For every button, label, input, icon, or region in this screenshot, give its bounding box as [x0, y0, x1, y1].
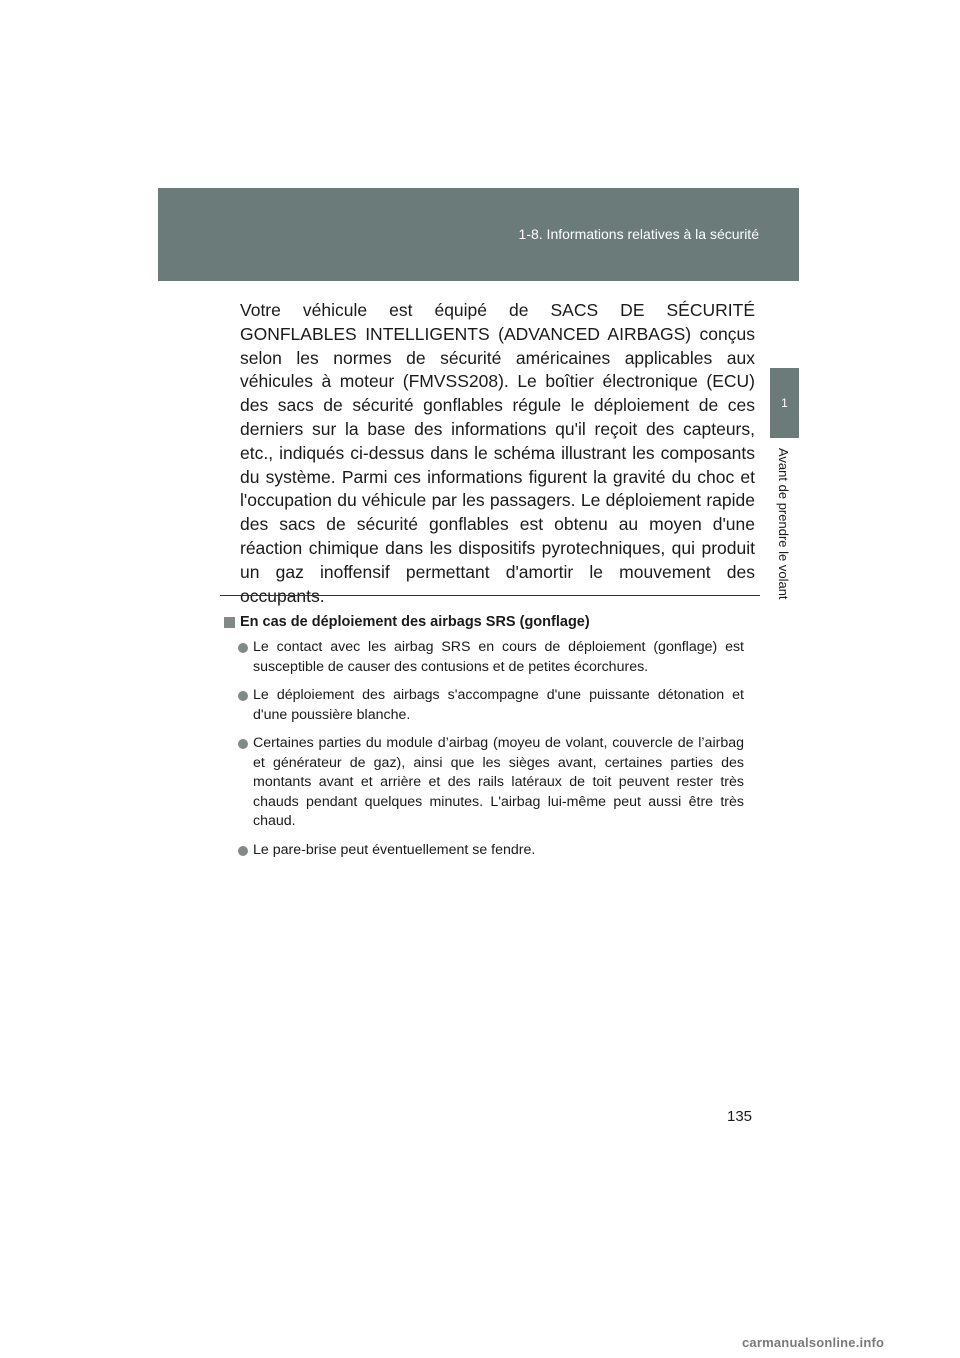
section-heading: [224, 614, 590, 630]
chapter-tab: [770, 368, 799, 438]
section-title: 1-8. Informations relatives à la sécurité: [518, 226, 759, 242]
watermark: carmanualsonline.info: [742, 1335, 885, 1350]
list-item: [238, 841, 744, 861]
section-divider: [220, 595, 760, 596]
bullet-list: [238, 638, 744, 869]
circle-bullet-icon: [238, 846, 248, 856]
circle-bullet-icon: [238, 691, 248, 701]
section-heading-text: En cas de déploiement des airbags SRS (gonflage): [240, 614, 590, 630]
list-item: [238, 638, 744, 677]
list-item-text: Le pare-brise peut éventuellement se fendre.: [253, 841, 536, 858]
page-number: 135: [727, 1108, 753, 1125]
circle-bullet-icon: [238, 739, 248, 749]
circle-bullet-icon: [238, 643, 248, 653]
list-item: [238, 734, 744, 832]
chapter-number: 1: [781, 396, 788, 410]
chapter-label: Avant de prendre le volant: [776, 448, 791, 600]
list-item-text: Le contact avec les airbag SRS en cours de déploiement (gonflage) est susceptible de causer des contusions et de petites écorchures.: [253, 639, 744, 675]
header-band: [158, 188, 799, 281]
list-item: [238, 686, 744, 725]
intro-paragraph: Votre véhicule est équipé de SACS DE SÉCURITÉ GONFLABLES INTELLIGENTS (ADVANCED AIRBAGS) conçus selon les normes de sécurité américaines applicables aux véhicules à moteur (FMVSS208). Le boîtier électronique (ECU) des sacs de sécurité gonflables régule le déploiement de ces derniers sur la base des informations qu'il reçoit des capteurs, etc., indiqués ci-dessus dans le schéma illustrant les composants du système. Parmi ces informations figurent la gravité du choc et l'occupation du véhicule par les passagers. Le déploiement rapide des sacs de sécurité gonflables est obtenu au moyen d'une réaction chimique dans les dispositifs pyrotechniques, qui produit un gaz inoffensif permettant d'amortir le mouvement des occupants.: [240, 300, 755, 606]
square-bullet-icon: [224, 617, 235, 628]
list-item-text: Le déploiement des airbags s'accompagne d'une puissante détonation et d'une poussière blanche.: [253, 687, 744, 723]
list-item-text: Certaines parties du module d’airbag (moyeu de volant, couvercle de l’airbag et générateur de gaz), ainsi que les sièges avant, certaines parties des montants avant et arrière et des rails latéraux de toit peuvent rester très chauds pendant quelques minutes. L'airbag lui-même peut aussi être très chaud.: [253, 735, 744, 829]
